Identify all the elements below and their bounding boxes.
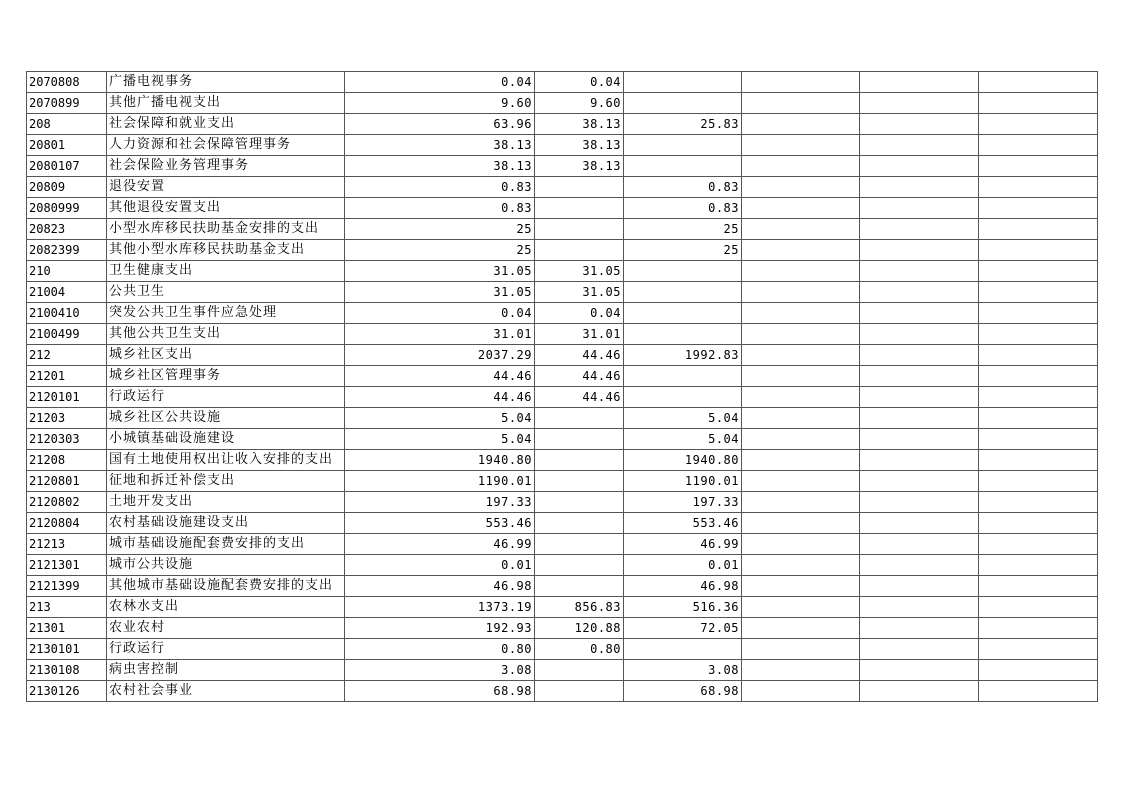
name-cell: 农业农村 <box>107 618 345 639</box>
name-cell: 其他小型水库移民扶助基金支出 <box>107 240 345 261</box>
empty-cell <box>742 597 860 618</box>
empty-cell <box>979 114 1098 135</box>
code-cell: 20801 <box>27 135 107 156</box>
basic-cell: 31.05 <box>535 282 624 303</box>
code-cell: 20809 <box>27 177 107 198</box>
basic-cell <box>535 681 624 702</box>
basic-cell: 44.46 <box>535 366 624 387</box>
empty-cell <box>860 639 979 660</box>
name-cell: 行政运行 <box>107 639 345 660</box>
code-cell: 2121399 <box>27 576 107 597</box>
code-cell: 21201 <box>27 366 107 387</box>
basic-cell <box>535 513 624 534</box>
basic-cell <box>535 177 624 198</box>
table-row <box>27 513 1098 534</box>
code-cell: 2080999 <box>27 198 107 219</box>
project-cell: 5.04 <box>624 408 742 429</box>
empty-cell <box>860 366 979 387</box>
project-cell: 553.46 <box>624 513 742 534</box>
project-cell <box>624 156 742 177</box>
project-cell <box>624 93 742 114</box>
basic-cell <box>535 240 624 261</box>
total-cell: 0.01 <box>345 555 535 576</box>
empty-cell <box>742 114 860 135</box>
total-cell: 38.13 <box>345 156 535 177</box>
empty-cell <box>979 135 1098 156</box>
total-cell: 46.98 <box>345 576 535 597</box>
table-row <box>27 114 1098 135</box>
empty-cell <box>979 618 1098 639</box>
basic-cell: 120.88 <box>535 618 624 639</box>
project-cell: 0.83 <box>624 198 742 219</box>
empty-cell <box>860 513 979 534</box>
empty-cell <box>742 135 860 156</box>
empty-cell <box>742 471 860 492</box>
empty-cell <box>979 282 1098 303</box>
code-cell: 2070808 <box>27 72 107 93</box>
total-cell: 9.60 <box>345 93 535 114</box>
basic-cell <box>535 555 624 576</box>
basic-cell: 0.80 <box>535 639 624 660</box>
name-cell: 农村社会事业 <box>107 681 345 702</box>
name-cell: 病虫害控制 <box>107 660 345 681</box>
total-cell: 31.01 <box>345 324 535 345</box>
empty-cell <box>742 72 860 93</box>
empty-cell <box>860 303 979 324</box>
empty-cell <box>979 408 1098 429</box>
name-cell: 社会保障和就业支出 <box>107 114 345 135</box>
empty-cell <box>742 534 860 555</box>
basic-cell <box>535 576 624 597</box>
empty-cell <box>742 387 860 408</box>
project-cell <box>624 387 742 408</box>
project-cell: 25.83 <box>624 114 742 135</box>
empty-cell <box>860 597 979 618</box>
project-cell: 3.08 <box>624 660 742 681</box>
project-cell <box>624 366 742 387</box>
total-cell: 0.83 <box>345 198 535 219</box>
basic-cell: 0.04 <box>535 303 624 324</box>
empty-cell <box>979 576 1098 597</box>
name-cell: 征地和拆迁补偿支出 <box>107 471 345 492</box>
code-cell: 2070899 <box>27 93 107 114</box>
table-row <box>27 135 1098 156</box>
name-cell: 城乡社区支出 <box>107 345 345 366</box>
table-row <box>27 261 1098 282</box>
table-row <box>27 366 1098 387</box>
basic-cell <box>535 450 624 471</box>
empty-cell <box>742 429 860 450</box>
name-cell: 城乡社区管理事务 <box>107 366 345 387</box>
table-row <box>27 618 1098 639</box>
total-cell: 25 <box>345 240 535 261</box>
total-cell: 197.33 <box>345 492 535 513</box>
empty-cell <box>742 450 860 471</box>
project-cell: 68.98 <box>624 681 742 702</box>
empty-cell <box>742 261 860 282</box>
empty-cell <box>979 240 1098 261</box>
table-row <box>27 660 1098 681</box>
project-cell <box>624 261 742 282</box>
table-row <box>27 219 1098 240</box>
code-cell: 2100499 <box>27 324 107 345</box>
total-cell: 1940.80 <box>345 450 535 471</box>
empty-cell <box>742 324 860 345</box>
empty-cell <box>860 93 979 114</box>
project-cell <box>624 72 742 93</box>
empty-cell <box>742 177 860 198</box>
basic-cell: 44.46 <box>535 387 624 408</box>
empty-cell <box>979 450 1098 471</box>
empty-cell <box>742 492 860 513</box>
basic-cell: 38.13 <box>535 114 624 135</box>
empty-cell <box>742 660 860 681</box>
basic-cell <box>535 429 624 450</box>
name-cell: 突发公共卫生事件应急处理 <box>107 303 345 324</box>
empty-cell <box>979 597 1098 618</box>
project-cell: 197.33 <box>624 492 742 513</box>
empty-cell <box>742 282 860 303</box>
table-row <box>27 387 1098 408</box>
empty-cell <box>860 681 979 702</box>
code-cell: 2080107 <box>27 156 107 177</box>
table-row <box>27 450 1098 471</box>
project-cell <box>624 324 742 345</box>
name-cell: 卫生健康支出 <box>107 261 345 282</box>
code-cell: 2130108 <box>27 660 107 681</box>
name-cell: 广播电视事务 <box>107 72 345 93</box>
name-cell: 退役安置 <box>107 177 345 198</box>
empty-cell <box>860 534 979 555</box>
empty-cell <box>742 366 860 387</box>
basic-cell: 38.13 <box>535 135 624 156</box>
basic-cell: 38.13 <box>535 156 624 177</box>
table-row <box>27 492 1098 513</box>
total-cell: 68.98 <box>345 681 535 702</box>
basic-cell <box>535 534 624 555</box>
total-cell: 63.96 <box>345 114 535 135</box>
table-row <box>27 681 1098 702</box>
empty-cell <box>979 219 1098 240</box>
project-cell: 5.04 <box>624 429 742 450</box>
name-cell: 公共卫生 <box>107 282 345 303</box>
empty-cell <box>979 324 1098 345</box>
empty-cell <box>860 555 979 576</box>
empty-cell <box>742 681 860 702</box>
name-cell: 城乡社区公共设施 <box>107 408 345 429</box>
name-cell: 国有土地使用权出让收入安排的支出 <box>107 450 345 471</box>
code-cell: 210 <box>27 261 107 282</box>
code-cell: 2120801 <box>27 471 107 492</box>
code-cell: 20823 <box>27 219 107 240</box>
code-cell: 212 <box>27 345 107 366</box>
empty-cell <box>860 156 979 177</box>
table-row <box>27 408 1098 429</box>
project-cell: 46.99 <box>624 534 742 555</box>
total-cell: 31.05 <box>345 282 535 303</box>
empty-cell <box>860 72 979 93</box>
name-cell: 小城镇基础设施建设 <box>107 429 345 450</box>
empty-cell <box>979 639 1098 660</box>
name-cell: 农村基础设施建设支出 <box>107 513 345 534</box>
code-cell: 21004 <box>27 282 107 303</box>
table-row <box>27 282 1098 303</box>
empty-cell <box>860 492 979 513</box>
total-cell: 2037.29 <box>345 345 535 366</box>
empty-cell <box>742 555 860 576</box>
project-cell: 0.01 <box>624 555 742 576</box>
name-cell: 其他公共卫生支出 <box>107 324 345 345</box>
total-cell: 192.93 <box>345 618 535 639</box>
budget-table <box>26 71 1098 702</box>
code-cell: 2100410 <box>27 303 107 324</box>
table-body <box>27 72 1098 702</box>
basic-cell <box>535 492 624 513</box>
empty-cell <box>742 639 860 660</box>
name-cell: 农林水支出 <box>107 597 345 618</box>
project-cell: 25 <box>624 219 742 240</box>
empty-cell <box>979 681 1098 702</box>
name-cell: 小型水库移民扶助基金安排的支出 <box>107 219 345 240</box>
empty-cell <box>979 345 1098 366</box>
total-cell: 0.83 <box>345 177 535 198</box>
code-cell: 2130101 <box>27 639 107 660</box>
total-cell: 0.04 <box>345 303 535 324</box>
basic-cell: 31.01 <box>535 324 624 345</box>
table-row <box>27 471 1098 492</box>
empty-cell <box>742 93 860 114</box>
empty-cell <box>979 660 1098 681</box>
empty-cell <box>979 492 1098 513</box>
code-cell: 21301 <box>27 618 107 639</box>
project-cell <box>624 639 742 660</box>
empty-cell <box>860 618 979 639</box>
empty-cell <box>742 345 860 366</box>
code-cell: 2120303 <box>27 429 107 450</box>
empty-cell <box>742 303 860 324</box>
table-row <box>27 534 1098 555</box>
empty-cell <box>979 366 1098 387</box>
empty-cell <box>860 429 979 450</box>
table-row <box>27 198 1098 219</box>
total-cell: 553.46 <box>345 513 535 534</box>
code-cell: 2120802 <box>27 492 107 513</box>
empty-cell <box>860 576 979 597</box>
empty-cell <box>979 72 1098 93</box>
project-cell <box>624 135 742 156</box>
table-row <box>27 429 1098 450</box>
total-cell: 44.46 <box>345 387 535 408</box>
empty-cell <box>860 240 979 261</box>
table-row <box>27 156 1098 177</box>
code-cell: 208 <box>27 114 107 135</box>
empty-cell <box>860 114 979 135</box>
table-row <box>27 303 1098 324</box>
project-cell: 1992.83 <box>624 345 742 366</box>
code-cell: 21208 <box>27 450 107 471</box>
total-cell: 1373.19 <box>345 597 535 618</box>
project-cell <box>624 282 742 303</box>
empty-cell <box>742 576 860 597</box>
empty-cell <box>979 261 1098 282</box>
empty-cell <box>860 198 979 219</box>
code-cell: 2120101 <box>27 387 107 408</box>
empty-cell <box>979 303 1098 324</box>
name-cell: 社会保险业务管理事务 <box>107 156 345 177</box>
empty-cell <box>742 513 860 534</box>
empty-cell <box>742 198 860 219</box>
table-row <box>27 177 1098 198</box>
empty-cell <box>860 324 979 345</box>
table-row <box>27 597 1098 618</box>
basic-cell: 31.05 <box>535 261 624 282</box>
basic-cell: 856.83 <box>535 597 624 618</box>
total-cell: 31.05 <box>345 261 535 282</box>
table-row <box>27 345 1098 366</box>
total-cell: 5.04 <box>345 429 535 450</box>
name-cell: 城市基础设施配套费安排的支出 <box>107 534 345 555</box>
basic-cell <box>535 219 624 240</box>
empty-cell <box>979 387 1098 408</box>
code-cell: 213 <box>27 597 107 618</box>
table-row <box>27 324 1098 345</box>
code-cell: 2120804 <box>27 513 107 534</box>
empty-cell <box>860 408 979 429</box>
name-cell: 土地开发支出 <box>107 492 345 513</box>
name-cell: 其他城市基础设施配套费安排的支出 <box>107 576 345 597</box>
total-cell: 1190.01 <box>345 471 535 492</box>
table-row <box>27 639 1098 660</box>
empty-cell <box>860 450 979 471</box>
empty-cell <box>979 93 1098 114</box>
table-row <box>27 576 1098 597</box>
empty-cell <box>742 156 860 177</box>
empty-cell <box>742 219 860 240</box>
project-cell: 46.98 <box>624 576 742 597</box>
code-cell: 21213 <box>27 534 107 555</box>
empty-cell <box>742 618 860 639</box>
project-cell: 72.05 <box>624 618 742 639</box>
empty-cell <box>860 471 979 492</box>
empty-cell <box>860 387 979 408</box>
empty-cell <box>860 261 979 282</box>
empty-cell <box>979 471 1098 492</box>
table-row <box>27 93 1098 114</box>
basic-cell: 44.46 <box>535 345 624 366</box>
basic-cell: 0.04 <box>535 72 624 93</box>
table-row <box>27 72 1098 93</box>
project-cell: 0.83 <box>624 177 742 198</box>
total-cell: 3.08 <box>345 660 535 681</box>
table-row <box>27 240 1098 261</box>
empty-cell <box>979 555 1098 576</box>
empty-cell <box>979 198 1098 219</box>
basic-cell <box>535 408 624 429</box>
code-cell: 2082399 <box>27 240 107 261</box>
name-cell: 其他退役安置支出 <box>107 198 345 219</box>
project-cell: 25 <box>624 240 742 261</box>
empty-cell <box>860 219 979 240</box>
project-cell <box>624 303 742 324</box>
name-cell: 其他广播电视支出 <box>107 93 345 114</box>
project-cell: 516.36 <box>624 597 742 618</box>
total-cell: 0.04 <box>345 72 535 93</box>
project-cell: 1190.01 <box>624 471 742 492</box>
code-cell: 2130126 <box>27 681 107 702</box>
total-cell: 46.99 <box>345 534 535 555</box>
total-cell: 38.13 <box>345 135 535 156</box>
empty-cell <box>742 240 860 261</box>
project-cell: 1940.80 <box>624 450 742 471</box>
basic-cell <box>535 660 624 681</box>
total-cell: 0.80 <box>345 639 535 660</box>
empty-cell <box>979 513 1098 534</box>
total-cell: 25 <box>345 219 535 240</box>
empty-cell <box>979 156 1098 177</box>
total-cell: 44.46 <box>345 366 535 387</box>
empty-cell <box>860 177 979 198</box>
empty-cell <box>860 345 979 366</box>
empty-cell <box>860 282 979 303</box>
total-cell: 5.04 <box>345 408 535 429</box>
empty-cell <box>860 660 979 681</box>
empty-cell <box>979 177 1098 198</box>
basic-cell: 9.60 <box>535 93 624 114</box>
empty-cell <box>860 135 979 156</box>
name-cell: 人力资源和社会保障管理事务 <box>107 135 345 156</box>
empty-cell <box>979 429 1098 450</box>
table-row <box>27 555 1098 576</box>
code-cell: 21203 <box>27 408 107 429</box>
name-cell: 城市公共设施 <box>107 555 345 576</box>
name-cell: 行政运行 <box>107 387 345 408</box>
basic-cell <box>535 198 624 219</box>
code-cell: 2121301 <box>27 555 107 576</box>
empty-cell <box>979 534 1098 555</box>
empty-cell <box>742 408 860 429</box>
basic-cell <box>535 471 624 492</box>
